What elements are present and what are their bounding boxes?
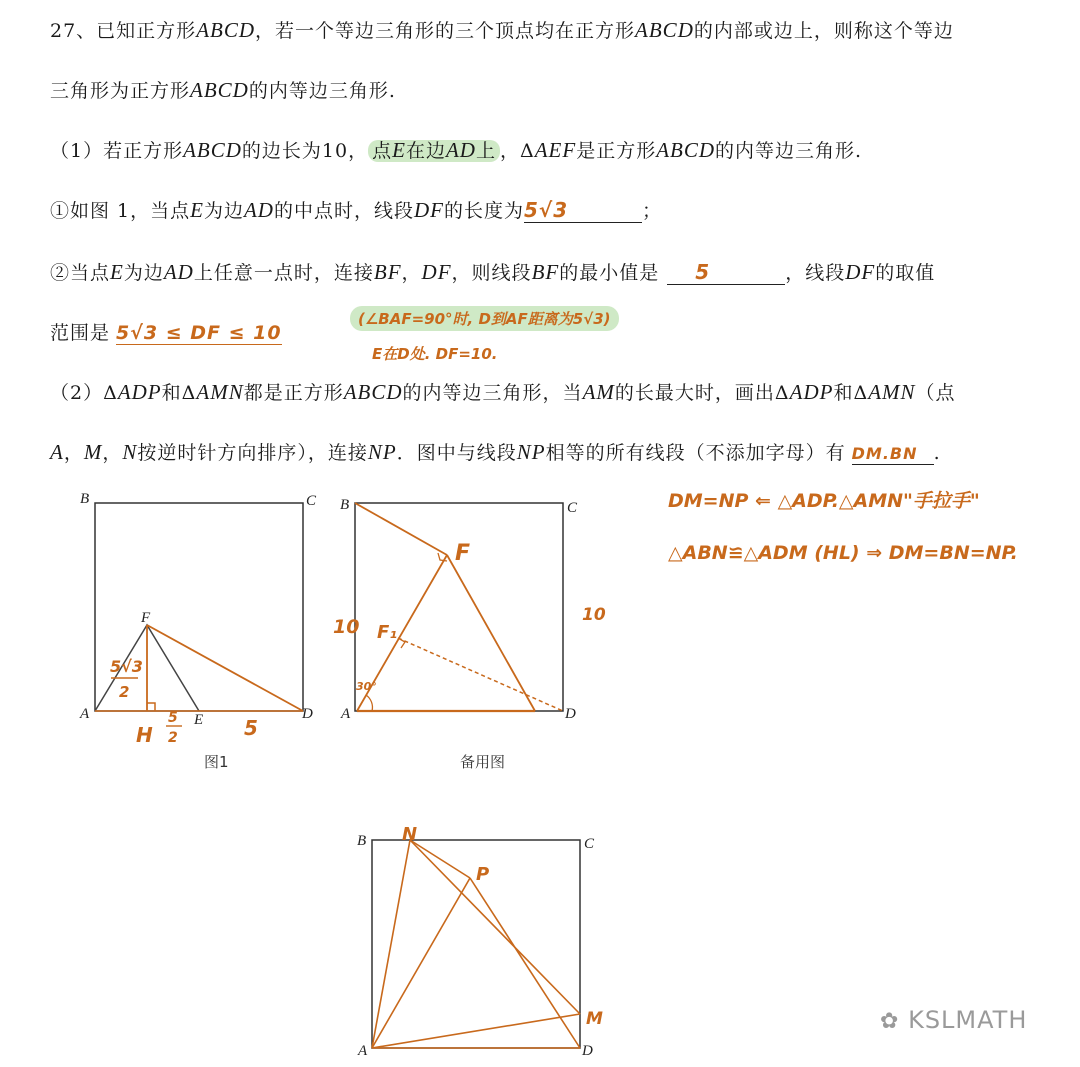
figure-1-label-E: E xyxy=(194,712,204,728)
figure-3 xyxy=(357,824,603,1059)
figure-2-square xyxy=(355,503,563,711)
problem-line-1: 27、已知正方形ABCD，若一个等边三角形的三个顶点均在正方形ABCD的内部或边上，则称这个等边 xyxy=(50,18,954,42)
figure-3-label-A: A xyxy=(358,1043,368,1059)
figure-1-label-A: A xyxy=(80,706,90,722)
figure-1-label-5: 5 xyxy=(244,716,258,740)
figure-1-half-den: 2 xyxy=(168,730,178,746)
figure-2-label-F: F xyxy=(455,541,471,566)
figure-2-label-D: D xyxy=(565,706,576,722)
figure-2-label-A: A xyxy=(341,706,351,722)
answer-blank-2: 5 xyxy=(667,260,785,285)
figure-1-label-C: C xyxy=(306,493,317,509)
figure-1-right-angle xyxy=(147,703,155,711)
question-2-range: 范围是 5√3 ≤ DF ≤ 10 xyxy=(50,322,282,344)
question-2: ②当点E为边AD上任意一点时，连接BF，DF，则线段BF的最小值是 5 ，线段DF的取值 xyxy=(50,260,936,284)
figure-1-segment-DF xyxy=(147,625,303,711)
problem-line-2: 三角形为正方形ABCD的内等边三角形. xyxy=(50,78,396,102)
figure-2-angle: 30° xyxy=(356,680,377,693)
figure-3-label-N: N xyxy=(402,824,418,845)
figure-3-label-D: D xyxy=(582,1043,593,1059)
answer-blank-1: 5√3 xyxy=(524,198,642,223)
figure-3-label-M: M xyxy=(586,1009,603,1029)
figure-2-label-B: B xyxy=(340,497,350,513)
figure-1-caption: 图1 xyxy=(204,753,229,771)
highlighted-condition: 点E在边AD上 xyxy=(368,140,500,162)
figure-2-side-right: 10 xyxy=(582,605,606,625)
part-2-statement-cont: A，M，N按逆时针方向排序），连接NP．图中与线段NP相等的所有线段（不添加字母）有 DM.BN . xyxy=(50,440,941,464)
figure-3-label-B: B xyxy=(357,833,367,849)
figure-1-height-label: 5√3 xyxy=(110,657,143,676)
hint-note-2: E在D处. DF=10. xyxy=(372,345,498,363)
figure-2-caption: 备用图 xyxy=(460,753,506,771)
side-note-1: DM=NP ⇐ △ADP.△AMN"手拉手" xyxy=(668,490,980,512)
figure-1-square xyxy=(95,503,303,711)
figure-2-label-F1: F₁ xyxy=(377,622,398,643)
figure-1 xyxy=(79,491,317,771)
figure-1-label-F: F xyxy=(141,610,151,626)
figure-2-label-C: C xyxy=(567,500,578,516)
figure-2-side-left: 10 xyxy=(333,616,360,638)
figure-1-label-H: H xyxy=(136,723,153,747)
part-1-statement: （1）若正方形ABCD的边长为10， 点E在边AD上 ，ΔAEF是正方形ABCD的内等边三角形. xyxy=(50,138,863,162)
part-2-statement: （2）ΔADP和ΔAMN都是正方形ABCD的内等边三角形，当AM的长最大时，画出ΔADP和ΔAMN（点 xyxy=(50,380,956,404)
figure-2 xyxy=(333,497,606,771)
answer-blank-3: DM.BN xyxy=(852,442,934,465)
figure-1-half-num: 5 xyxy=(168,710,178,726)
figure-1-height-denominator: 2 xyxy=(119,683,130,701)
figure-1-label-B: B xyxy=(80,491,90,507)
figure-3-label-C: C xyxy=(584,836,595,852)
wechat-icon: ✿ xyxy=(880,1009,900,1034)
watermark: ✿ KSLMATH xyxy=(880,1006,1028,1034)
side-note-2: △ABN≌△ADM (HL) ⇒ DM=BN=NP. xyxy=(668,542,1018,564)
hint-note-1: (∠BAF=90°时, D到AF距离为5√3) xyxy=(350,306,619,331)
figure-3-label-P: P xyxy=(476,864,490,885)
question-1: ①如图 1，当点E为边AD的中点时，线段DF的长度为5√3 ； xyxy=(50,198,663,222)
figure-1-label-D: D xyxy=(302,706,313,722)
